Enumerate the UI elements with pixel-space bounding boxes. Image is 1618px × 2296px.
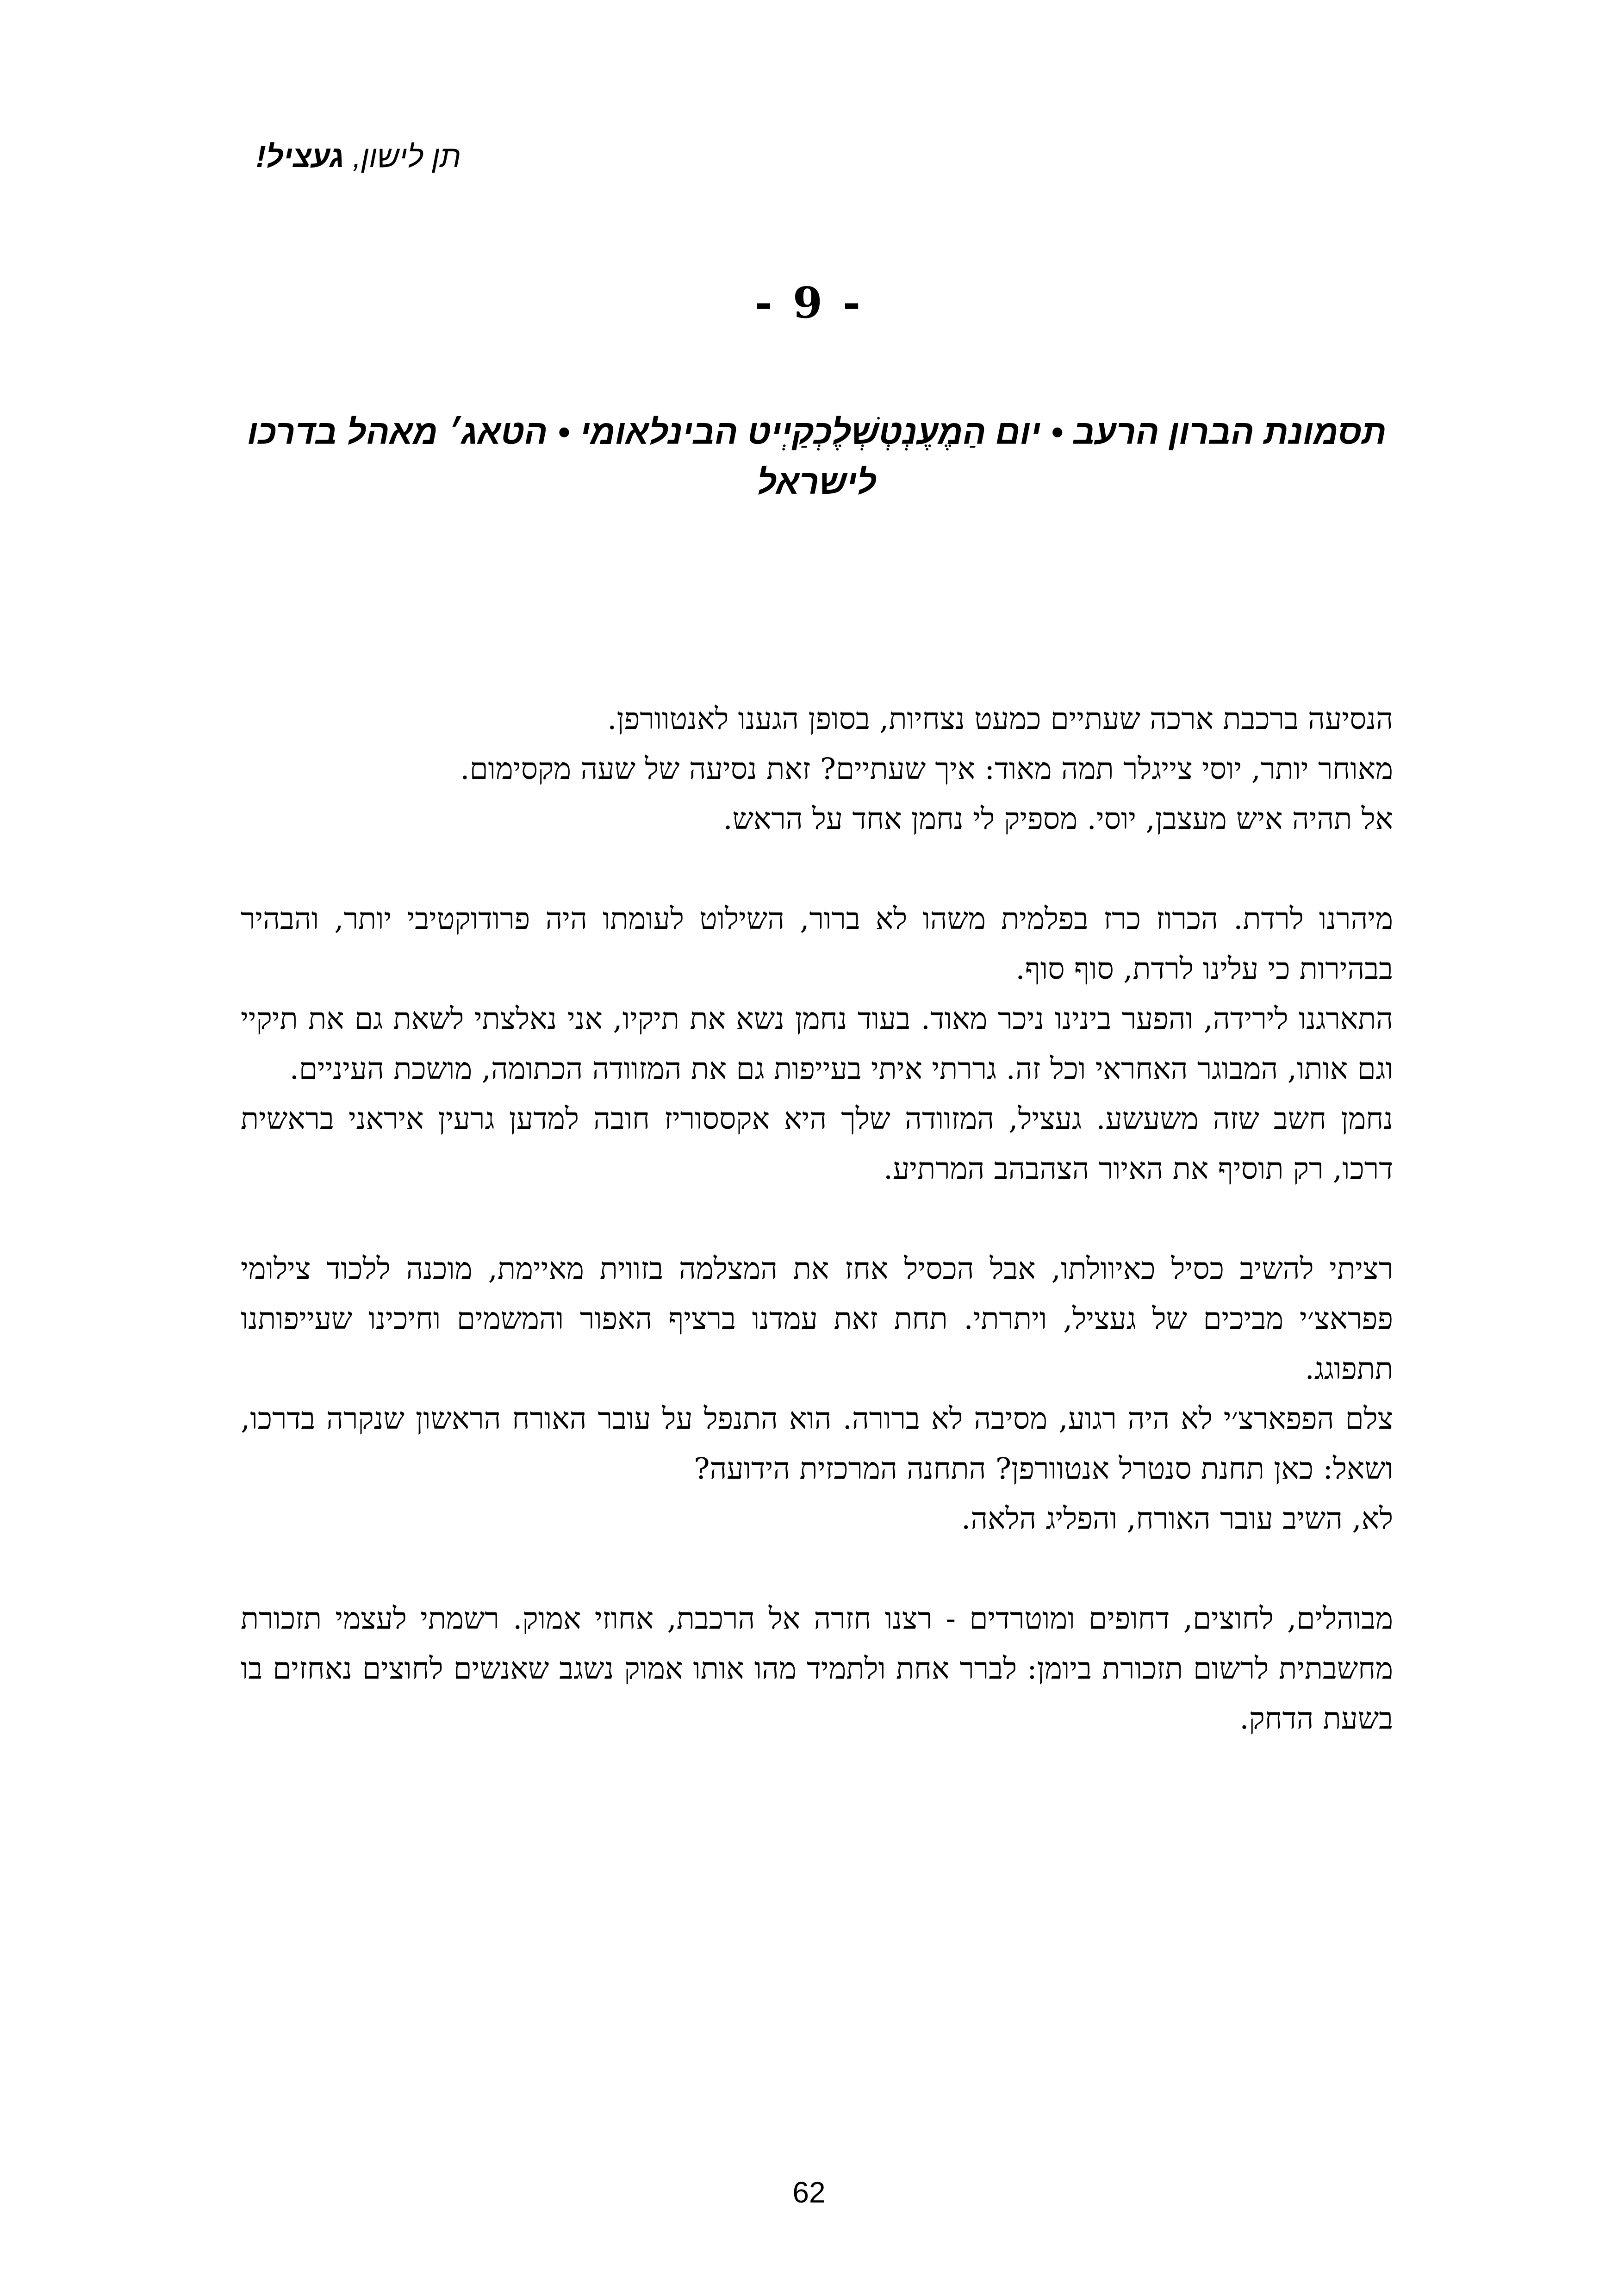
paragraph-gap <box>241 1544 1393 1594</box>
subtitle-part-2: יום הַמֶעֶנְטְשְׁלֶכְקַיְיט הבינלאומי <box>580 413 1041 451</box>
paragraph-block <box>241 1244 1393 1544</box>
paragraph: הנסיעה ברכבת ארכה שעתיים כמעט נצחיות, בסופן הגענו לאנטוורפן. <box>607 702 1393 736</box>
paragraph: התארגנו לירידה, והפער בינינו ניכר מאוד. בעוד נחמן נשא את תיקיו, אני נאלצתי לשאת גם את תיקיי וגם אותו, המבוגר האחראי וכל זה. גררתי איתי בעייפות גם את המזוודה הכתומה, מושכת העיניים. <box>241 1002 1393 1086</box>
bullet-separator-icon: • <box>1051 413 1063 451</box>
paragraph-gap <box>241 1194 1393 1244</box>
subtitle-part-1: תסמונת הברון הרעב <box>1073 413 1387 451</box>
body-text <box>241 694 1393 1744</box>
chapter-number: - 9 - <box>754 278 864 328</box>
running-header-emphasis: געציל! <box>255 139 344 174</box>
paragraph: מאוחר יותר, יוסי צייגלר תמה מאוד: איך שעתיים? זאת נסיעה של שעה מקסימום. <box>460 752 1393 786</box>
chapter-subtitle <box>241 407 1393 507</box>
paragraph-gap <box>241 844 1393 894</box>
paragraph: מיהרנו לרדת. הכרוז כרז בפלמית משהו לא ברור, השילוט לעומתו היה פרודוקטיבי יותר, והבהיר בבהירות כי עלינו לרדת, סוף סוף. <box>241 902 1393 986</box>
paragraph: לא, השיב עובר האורח, והפליג הלאה. <box>961 1502 1393 1536</box>
paragraph: רציתי להשיב כסיל כאיוולתו, אבל הכסיל אחז את המצלמה בזווית מאיימת, מוכנה ללכוד צילומי פפראצ׳י מביכים של געציל, ויתרתי. תחת זאת עמדנו ברציף האפור והמשמים וחיכינו שעייפותנו תתפוגג. <box>241 1252 1393 1386</box>
bullet-separator-icon: • <box>558 413 570 451</box>
paragraph: צלם הפפארצ׳י לא היה רגוע, מסיבה לא ברורה. הוא התנפל על עובר האורח הראשון שנקרה בדרכו, ושאל: כאן תחנת סנטרל אנטוורפן? התחנה המרכזית הידועה? <box>241 1402 1393 1486</box>
paragraph: נחמן חשב שזה משעשע. געציל, המזוודה שלך היא אקססוריז חובה למדען גרעין איראני בראשית דרכו, רק תוסיף את האיור הצהבהב המרתיע. <box>241 1102 1394 1186</box>
running-header <box>256 139 461 174</box>
paragraph-block <box>241 894 1393 1194</box>
subtitle-part-3: הטאג׳ מאהל בדרכו לישראל <box>247 413 877 501</box>
paragraph: מבוהלים, לחוצים, דחופים ומוטרדים - רצנו חזרה אל הרכבת, אחוזי אמוק. רשמתי לעצמי תזכורת מחשבתית לרשום תזכורת ביומן: לברר אחת ולתמיד מהו אותו אמוק נשגב שאנשים לחוצים נאחזים בו בשעת הדחק. <box>241 1602 1393 1736</box>
paragraph-block <box>241 1594 1393 1744</box>
paragraph-block <box>241 694 1393 844</box>
paragraph: אל תהיה איש מעצבן, יוסי. מספיק לי נחמן אחד על הראש. <box>723 802 1393 836</box>
running-header-prefix: תן לישון, <box>344 139 461 174</box>
page-number: 62 <box>792 2176 826 2209</box>
